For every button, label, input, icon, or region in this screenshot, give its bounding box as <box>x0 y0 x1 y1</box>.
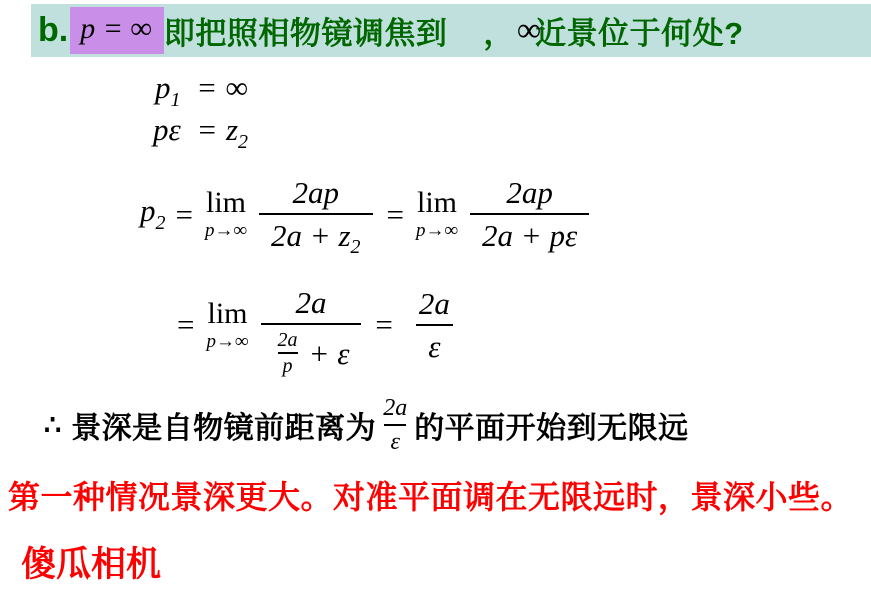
eq3-equals-1: = <box>175 196 193 232</box>
remark-line-1: 第一种情况景深更大。对准平面调在无限远时，景深小些。 <box>8 479 854 515</box>
conclusion-fraction: $\frac{2a}{\varepsilon}$ <box>383 395 408 455</box>
title-question: 近景位于何处? <box>535 16 744 51</box>
eq3-fraction-1: 2ap 2a + z 2 <box>259 177 372 251</box>
eq4-fraction-main: 2a 2a p + ε <box>261 287 362 376</box>
equation-2 <box>153 114 248 152</box>
eq2-equals: = <box>198 112 216 147</box>
infinity-symbol: ∞ <box>516 11 542 49</box>
therefore-symbol: ∴ <box>44 409 62 440</box>
eq4-limit: lim p→∞ <box>206 296 249 352</box>
eq4-equals-2: = <box>375 307 393 342</box>
conclusion-line <box>44 396 689 454</box>
eq3-fraction-2: $\frac{2ap}{2a + p\varepsilon}$ <box>470 177 589 251</box>
remark-line-2: 傻瓜相机 <box>21 545 162 584</box>
eq3-limit-1: lim p→∞ <box>204 186 248 241</box>
title-band <box>31 4 871 57</box>
equation-3 <box>140 175 593 258</box>
title-highlighted-formula: p = ∞ <box>70 7 164 54</box>
eq1-subscript: 1 <box>170 89 181 111</box>
conclusion-text-before: 景深是自物镜前距离为 <box>71 412 377 445</box>
eq1-var: p <box>155 70 171 105</box>
title-text: 即把照相物镜调焦到 <box>163 16 448 51</box>
title-comma: ， <box>483 16 515 51</box>
title-item-letter: b. <box>38 11 69 49</box>
eq4-nested-fraction: 2a p <box>277 329 298 377</box>
eq2-subscript: 2 <box>238 131 249 153</box>
eq1-value: ∞ <box>225 70 248 105</box>
eq3-lhs: $p_2$ <box>140 193 166 234</box>
eq1-equals: = <box>198 70 216 105</box>
eq4-fraction-result: $\frac{2a}{\varepsilon}$ <box>407 288 462 362</box>
equation-1 <box>155 72 248 110</box>
eq2-lhs: pε <box>153 112 181 147</box>
eq2-var: z <box>225 112 239 147</box>
equation-4 <box>167 280 466 377</box>
eq3-limit-2: lim p→∞ <box>416 186 459 241</box>
eq3-equals-2: = <box>386 196 404 232</box>
eq4-equals-1: = <box>177 307 195 342</box>
conclusion-text-after: 的平面开始到无限远 <box>414 412 689 445</box>
